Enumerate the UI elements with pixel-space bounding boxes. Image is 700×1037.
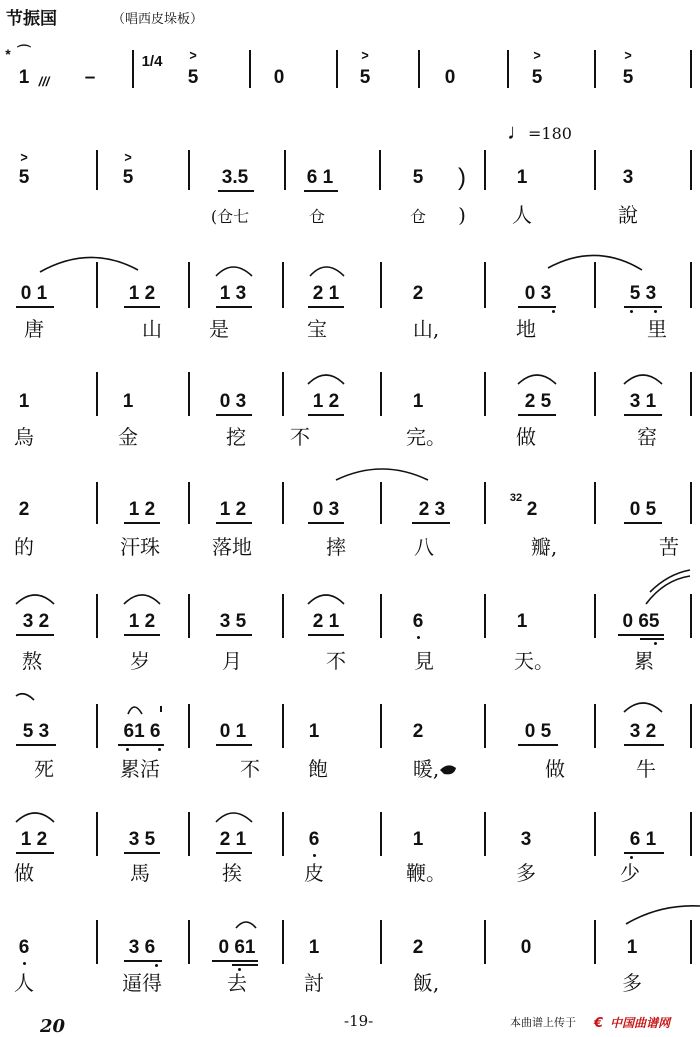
lyric: 月 (222, 649, 242, 673)
accent-mark: > (361, 47, 369, 63)
slur-arc (16, 595, 54, 604)
lyric: 暖, (412, 757, 440, 781)
note: 1 (18, 391, 30, 412)
lyric: 馬 (130, 861, 150, 885)
note: 2 (412, 721, 424, 742)
note-rest: 0 (273, 67, 285, 88)
lyric: 岁 (130, 649, 150, 673)
lyric: 鞭。 (406, 861, 446, 885)
note: 2 (412, 283, 424, 304)
lyric: 去 (227, 971, 247, 995)
note: 3 6 (128, 937, 156, 958)
slur-arc (16, 694, 34, 700)
lyric: 仓 (409, 207, 427, 226)
note: 1 (516, 611, 528, 632)
note: 5 (412, 167, 424, 188)
note: 0 65 (622, 611, 660, 632)
lyric: 人 (512, 203, 532, 227)
note: 1 (122, 391, 134, 412)
lyric: 是 (209, 317, 229, 341)
lyric: 八 (414, 535, 434, 559)
note: 3 5 (128, 829, 156, 850)
lyric: 瓣, (530, 535, 558, 559)
lyric: 皮 (304, 861, 324, 885)
lyric: 山 (142, 317, 162, 341)
note: 0 1 (20, 283, 48, 304)
lyric: 少 (620, 861, 640, 885)
note: 5 (187, 67, 199, 88)
lyric: 天。 (514, 649, 554, 673)
slur-arc (336, 469, 428, 480)
slur-arc (518, 375, 556, 384)
slur-arc (650, 570, 690, 592)
note: 3.5 (221, 167, 249, 188)
note: 1 2 (128, 283, 156, 304)
asterisk-mark: * (5, 46, 11, 62)
note: 1 (516, 167, 528, 188)
lyric: 說 (618, 203, 638, 227)
lyric: 摔 (326, 535, 346, 559)
lyric: 累活 (120, 757, 160, 781)
slur-arc (310, 267, 344, 276)
lyric: 窑 (637, 425, 657, 449)
lyric: ) (458, 203, 466, 227)
lyric: 做 (516, 425, 536, 449)
corner-number: 20 (40, 1016, 66, 1037)
fermata-icon: ⌒ (17, 44, 31, 60)
lyric: 飯, (412, 971, 440, 995)
note: 1 (308, 721, 320, 742)
tempo-value: =180 (528, 124, 572, 143)
note: 2 1 (312, 283, 340, 304)
note: 2 1 (219, 829, 247, 850)
slur-arc (308, 375, 344, 384)
note: 5 3 (629, 283, 657, 304)
note: 2 (412, 937, 424, 958)
slur-arc (626, 906, 700, 924)
slur-arc (548, 255, 642, 270)
lyric: 仓 (308, 207, 326, 226)
lyric: 不 (326, 649, 346, 673)
lyric: 累 (634, 649, 654, 673)
lyric: 不 (290, 425, 310, 449)
lyric: 做 (545, 757, 565, 781)
accent-mark: > (624, 47, 632, 63)
slur-arc (236, 922, 256, 928)
lyric: 山, (412, 317, 440, 341)
note: 3 2 (22, 611, 50, 632)
note: 3 2 (629, 721, 657, 742)
lyric: 落地 (212, 535, 252, 559)
lyric: 牛 (636, 757, 656, 781)
note: 1 2 (312, 391, 340, 412)
note: 0 3 (219, 391, 247, 412)
note: 2 3 (418, 499, 446, 520)
note: 3 5 (219, 611, 247, 632)
lyric: 逼得 (122, 971, 162, 995)
lyric: (仓七 (210, 207, 250, 226)
lyric: 討 (304, 971, 324, 995)
grace-note: 32 (509, 492, 523, 504)
lyric: 烏 (14, 425, 34, 449)
note: 5 (622, 67, 634, 88)
note: 3 (520, 829, 532, 850)
lyric: 的 (14, 535, 34, 559)
lyric: 汗珠 (120, 535, 160, 559)
note: 1 3 (219, 283, 247, 304)
note: 1 (412, 391, 424, 412)
accent-mark: > (124, 149, 132, 165)
note: 6 (308, 829, 320, 850)
lyric: 飽 (308, 757, 328, 781)
slur-arc (40, 257, 138, 272)
lyric: 挖 (226, 425, 246, 449)
accent-mark: > (189, 47, 197, 63)
score-title: 节振国 (6, 9, 57, 29)
ink-blot (440, 765, 456, 774)
lyric: 里 (647, 317, 667, 341)
note: 5 (18, 167, 30, 188)
note: 0 3 (312, 499, 340, 520)
site-logo-text: 中国曲谱网 (610, 1016, 671, 1030)
lyric: 挨 (222, 861, 242, 885)
tremolo-mark: /// (38, 74, 50, 89)
slur-arc (624, 375, 662, 384)
note: 1 2 (128, 611, 156, 632)
note: 3 (622, 167, 634, 188)
page-number: -19- (344, 1012, 374, 1030)
note: 1 2 (128, 499, 156, 520)
slur-arc (124, 595, 160, 604)
note-rest: 0 (520, 937, 532, 958)
lyric: 人 (14, 971, 34, 995)
close-paren: ) (458, 164, 466, 191)
note: 0 1 (219, 721, 247, 742)
lyric: 地 (516, 317, 536, 341)
note: 1 (412, 829, 424, 850)
slur-arc (216, 267, 252, 276)
note: 5 (531, 67, 543, 88)
note: 2 1 (312, 611, 340, 632)
lyric: 不 (240, 757, 260, 781)
note: 0 61 (218, 937, 256, 958)
note: 0 3 (524, 283, 552, 304)
lyric: 熬 (22, 649, 42, 673)
lyric: 見 (414, 649, 434, 673)
note-dash: – (84, 67, 96, 88)
note: 5 3 (22, 721, 50, 742)
note: 2 (526, 499, 538, 520)
score-subtitle: （唱西皮垛板） (112, 12, 204, 27)
note-rest: 0 (444, 67, 456, 88)
quarter-note-icon: ♩ (507, 119, 529, 144)
note: 5 (359, 67, 371, 88)
slur-arc (624, 703, 662, 712)
note: 6 (412, 611, 424, 632)
lyric: 死 (34, 757, 54, 781)
lyric: 苦 (659, 535, 679, 559)
time-signature: 1/4 (141, 53, 163, 70)
note: 3 1 (629, 391, 657, 412)
note: 1 2 (219, 499, 247, 520)
note: 6 (18, 937, 30, 958)
note: 6 1 (629, 829, 657, 850)
note: 2 5 (524, 391, 552, 412)
lyric: 金 (118, 425, 138, 449)
site-logo-icon: € (594, 1016, 604, 1031)
note: 2 (18, 499, 30, 520)
stray-mark (160, 706, 162, 712)
note: 1 (626, 937, 638, 958)
lyric: 宝 (307, 317, 327, 341)
note: 0 5 (629, 499, 657, 520)
accent-mark: > (20, 149, 28, 165)
note: 6 1 (306, 167, 334, 188)
note: 1 2 (20, 829, 48, 850)
lyric: 做 (14, 861, 34, 885)
upload-credit: 本曲谱上传于 (510, 1016, 576, 1029)
lyric: 完。 (406, 425, 446, 449)
site-logo (594, 1012, 671, 1031)
note: 61 6 (123, 721, 161, 742)
note: 1 (308, 937, 320, 958)
slur-arc (16, 813, 54, 822)
slur-arc (128, 707, 142, 714)
lyric: 多 (622, 971, 642, 995)
note: 0 5 (524, 721, 552, 742)
note: 1 (18, 67, 30, 88)
lyric: 多 (516, 861, 536, 885)
note: 5 (122, 167, 134, 188)
slur-arc (308, 595, 344, 604)
lyric: 唐 (24, 317, 44, 341)
accent-mark: > (533, 47, 541, 63)
slur-arc (216, 813, 252, 822)
